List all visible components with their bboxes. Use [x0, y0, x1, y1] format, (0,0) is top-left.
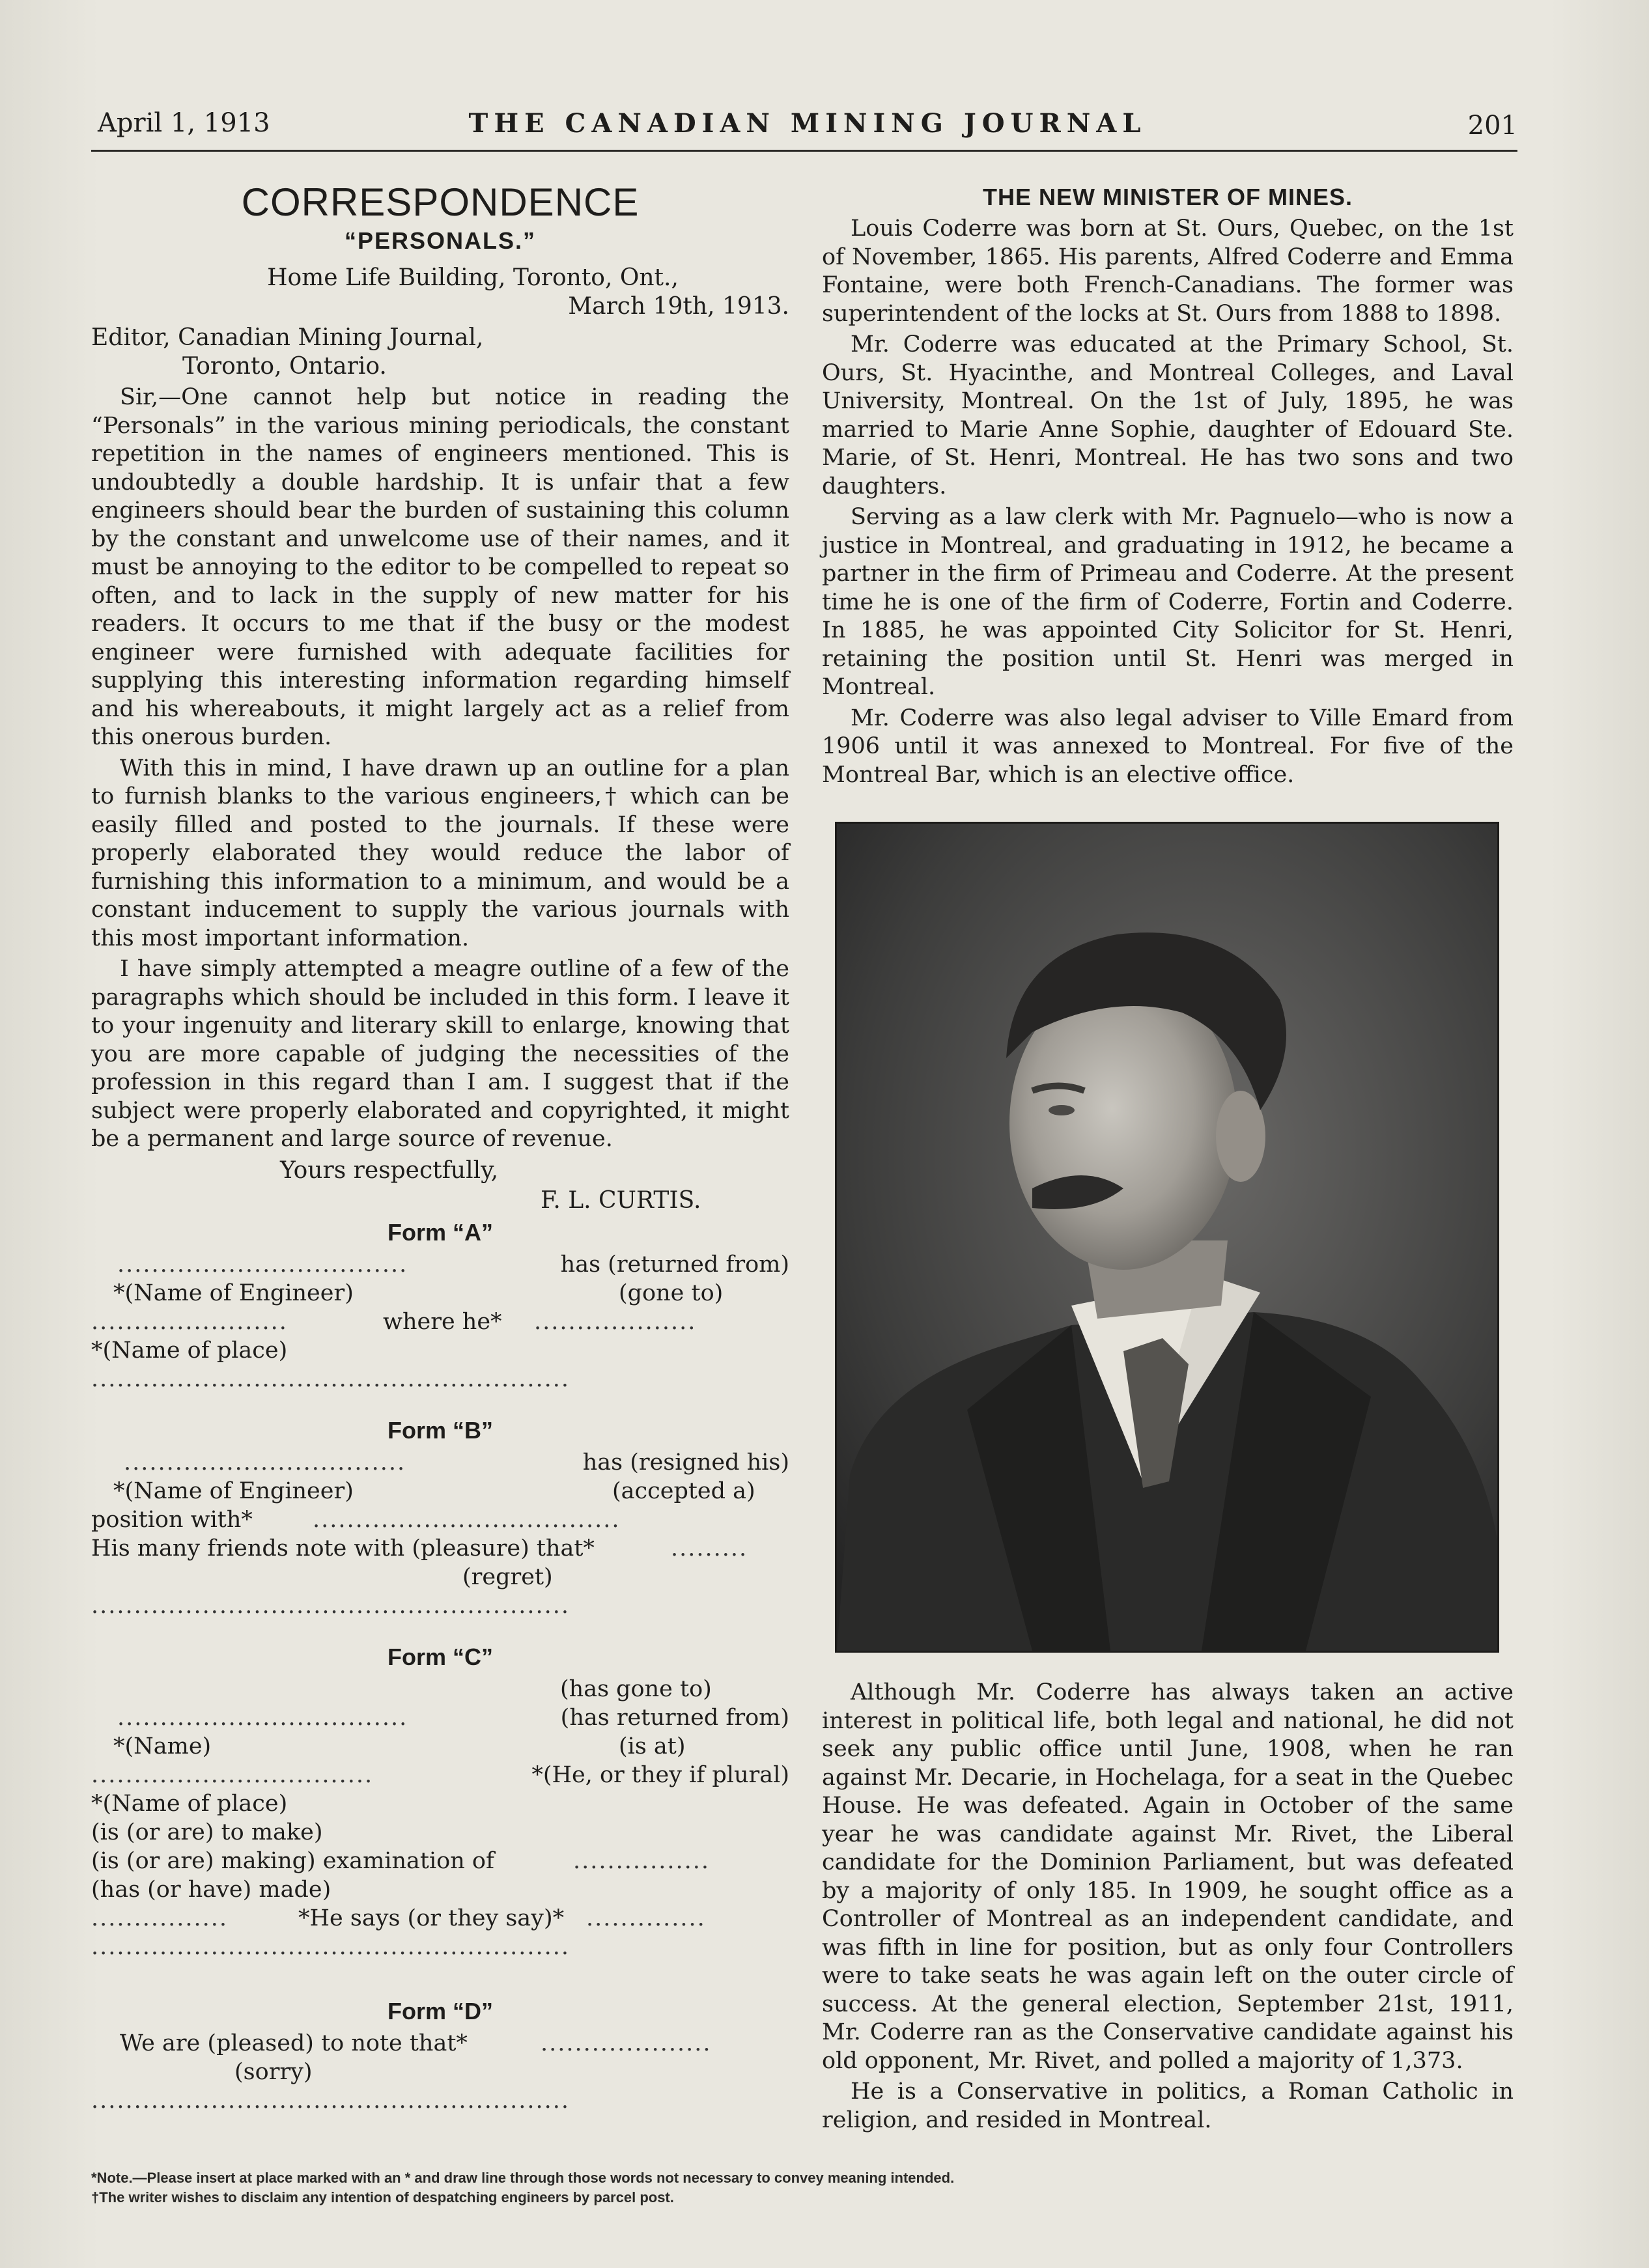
footnotes [91, 2168, 1394, 2207]
form-b-title: Form “B” [388, 1416, 493, 1444]
form-a-name-engineer: *(Name of Engineer) [113, 1280, 354, 1306]
correspondence-column: CORRESPONDENCE “PERSONALS.” Home Life Building, Toronto, Ont., March 19th, 1913. Editor, Canadian Mining Journal, Toronto, Ontario. Sir,—One cannot help but notice in reading the “Personals” in the various mining periodicals, the constant repetition in the names of engineers mentioned. This is undoubtedly a double hardship. It is unfair that a few engineers should bear the burden of sustaining this column by the constant and unwelcome use of their names, and it must be annoying to the editor to be compelled to repeat so often, and to lack in the supply of new matter for his readers. It occurs to me that if the busy or the modest engineer were furnished with adequate facilities for supplying this interesting information regarding himself and his whereabouts, it might largely act as a relief from this onerous burden. With this in mind, I have drawn up an outline for a plan to furnish blanks to the various engineers,† which can be easily filled and posted to the journals. If these were properly elaborated they would reduce the labor of furnishing this information to a minimum, and would be a constant inducement to supply the various journals with this most important information. I have simply attempted a meagre outline of a few of the paragraphs which should be included in this form. I leave it to your ingenuity and literary skill to enlarge, knowing that you are more capable of judging the necessities of the profession in this regard than I am. I suggest that if the subject were properly elaborated and copyrighted, it might be a permanent and large source of revenue. Yours respectfully, F. L. CURTIS. Form “A” .................................. has (returned from) *(Name of Engineer) (gone to) ....................... where he* ................... *(Name of place) ........................................................ Form “B” ................................. has (resigned his) *(Name of Engineer) (accepted a) position with* .................................... His many friends note with (pleasure) that* ......... (regret) ........................................................ Form “C” (has gone to) .................................. (has returned from) *(Name) (is at) ................................. *(He, or they if plural) *(Name of place) (is (or are) to make) (is (or are) making) examination of ................ (has (or have) made) ................ *He says (or they say)* .............. ........................................................ Form “D” We are (pleased) to note that* .................... (sorry) ........................................................ [91, 180, 789, 2114]
form-b-regret: (regret) [462, 1563, 553, 1590]
letter-address: Home Life Building, Toronto, Ont., [267, 264, 679, 291]
minister-paragraph: Serving as a law clerk with Mr. Pagnuelo—who is now a justice in Montreal, and graduating in 1912, he became a partner in the firm of Primeau and Coderre. At the present time he is one of the firm of Coderre, Fortin and Coderre. In 1885, he was appointed City Solicitor for St. Henri, retaining the position until St. Henri was merged in Montreal. [822, 504, 1514, 700]
footnote-dagger: †The writer wishes to disclaim any intention of despatching engineers by parcel post. [91, 2189, 674, 2205]
minister-paragraph: Louis Coderre was born at St. Ours, Quebec, on the 1st of November, 1865. His parents, Alfred Coderre and Emma Fontaine, were both French-Canadians. The former was superintendent of the locks at St. Ours from 1888 to 1898. [822, 216, 1514, 327]
form-c-he-or-they: *(He, or they if plural) [531, 1761, 789, 1788]
letter-recipient: Editor, Canadian Mining Journal, [91, 324, 484, 351]
form-b-position-with: position with* [91, 1506, 253, 1533]
form-c-is-to-make: (is (or are) to make) [91, 1819, 323, 1845]
minister-paragraph: Although Mr. Coderre has always taken an active interest in political life, both legal and national, he did not seek any public office until June, 1908, when he ran against Mr. Decarie, in Hochelaga, for a seat in the Quebec House. He was defeated. Again in October of the same year he was candidate against Mr. Rivet, the Liberal candidate for the Dominion Parliament, but was defeated by a majority of only 185. In 1909, he sought office as a Controller of Montreal as an independent candidate, and was fifth in line for position, but as only four Controllers were to take seats he was again left on the outer circle of success. At the general election, September 21st, 1911, Mr. Coderre ran as the Conservative candidate against his old opponent, Mr. Rivet, and polled a majority of 1,373. [822, 1679, 1514, 2074]
header-rule [91, 150, 1517, 152]
form-a-has-returned: has (returned from) [560, 1251, 789, 1278]
minister-paragraph: Mr. Coderre was educated at the Primary School, St. Ours, St. Hyacinthe, and Montreal Colleges, and Laval University, Montreal. On the 1st of July, 1895, he was married to Marie Anne Sophie, daughter of Edouard Ste. Marie, of St. Henri, Montreal. He has two sons and two daughters. [822, 331, 1514, 499]
form-b-friends-note: His many friends note with (pleasure) that* [91, 1535, 595, 1561]
minister-paragraph: Mr. Coderre was also legal adviser to Ville Emard from 1906 until it was annexed to Montreal. For five of the Montreal Bar, which is an elective office. [822, 705, 1514, 788]
form-c-title: Form “C” [388, 1643, 493, 1670]
minister-heading: THE NEW MINISTER OF MINES. [982, 184, 1353, 210]
portrait-photo [835, 822, 1499, 1653]
letter-paragraph: With this in mind, I have drawn up an outline for a plan to furnish blanks to the various engineers,† which can be easily filled and posted to the journals. If these were properly elaborated they would reduce the labor of furnishing this information to a minimum, and would be a constant inducement to supply the various journals with this most important information. [91, 755, 789, 951]
form-c-has-returned: (has returned from) [560, 1704, 789, 1731]
form-b-name-engineer: *(Name of Engineer) [113, 1477, 354, 1504]
form-a-gone-to: (gone to) [619, 1280, 724, 1306]
running-head [98, 103, 1517, 148]
form-c-is-at: (is at) [619, 1733, 686, 1759]
form-b-accepted-a: (accepted a) [612, 1477, 755, 1504]
letter-paragraph: I have simply attempted a meagre outline of a few of the paragraphs which should be included in this form. I leave it to your ingenuity and literary skill to enlarge, knowing that you are more capable of judging the necessities of the profession in this regard than I am. I suggest that if the subject were properly elaborated and copyrighted, it might be a permanent and large source of revenue. [91, 956, 789, 1152]
correspondence-heading: CORRESPONDENCE [241, 180, 640, 224]
issue-date: April 1, 1913 [98, 108, 270, 138]
form-d-we-are: We are (pleased) to note that* [120, 2030, 468, 2056]
letter-date: March 19th, 1913. [568, 293, 789, 320]
form-c-is-making: (is (or are) making) examination of [91, 1847, 494, 1874]
correspondence-subheading: “PERSONALS.” [344, 227, 537, 254]
form-d-sorry: (sorry) [234, 2058, 313, 2085]
form-a-name-place: *(Name of place) [91, 1337, 288, 1364]
form-c-name: *(Name) [113, 1733, 212, 1759]
minister-column [822, 175, 1514, 2137]
letter-recipient-city: Toronto, Ontario. [182, 353, 387, 380]
journal-title: THE CANADIAN MINING JOURNAL [468, 108, 1147, 139]
form-a-where-he: where he* [383, 1308, 502, 1335]
form-c-he-says: *He says (or they say)* [298, 1905, 565, 1931]
footnote-note: *Note.—Please insert at place marked with an * and draw line through those words not necessary to convey meaning intended. [91, 2170, 955, 2186]
form-c-has-gone-to: (has gone to) [560, 1675, 712, 1702]
form-a-title: Form “A” [388, 1218, 493, 1246]
form-d-title: Form “D” [388, 1997, 493, 2024]
letter-signature: F. L. CURTIS. [541, 1186, 701, 1214]
page-number: 201 [1467, 111, 1517, 141]
form-c-name-place: *(Name of place) [91, 1790, 288, 1817]
letter-closing: Yours respectfully, [280, 1156, 499, 1184]
form-b-has-resigned: has (resigned his) [582, 1449, 789, 1476]
letter-paragraph: Sir,—One cannot help but notice in reading the “Personals” in the various mining periodicals, the constant repetition in the names of engineers mentioned. This is undoubtedly a double hardship. It is unfair that a few engineers should bear the burden of sustaining this column by the constant and unwelcome use of their names, and it must be annoying to the editor to be compelled to repeat so often, and to lack in the supply of new matter for his readers. It occurs to me that if the busy or the modest engineer were furnished with adequate facilities for supplying this interesting information regarding himself and his whereabouts, it might largely act as a relief from this onerous burden. [91, 384, 789, 750]
form-c-has-made: (has (or have) made) [91, 1876, 331, 1903]
minister-paragraph: He is a Conservative in politics, a Roman Catholic in religion, and resided in Montreal. [822, 2079, 1514, 2133]
